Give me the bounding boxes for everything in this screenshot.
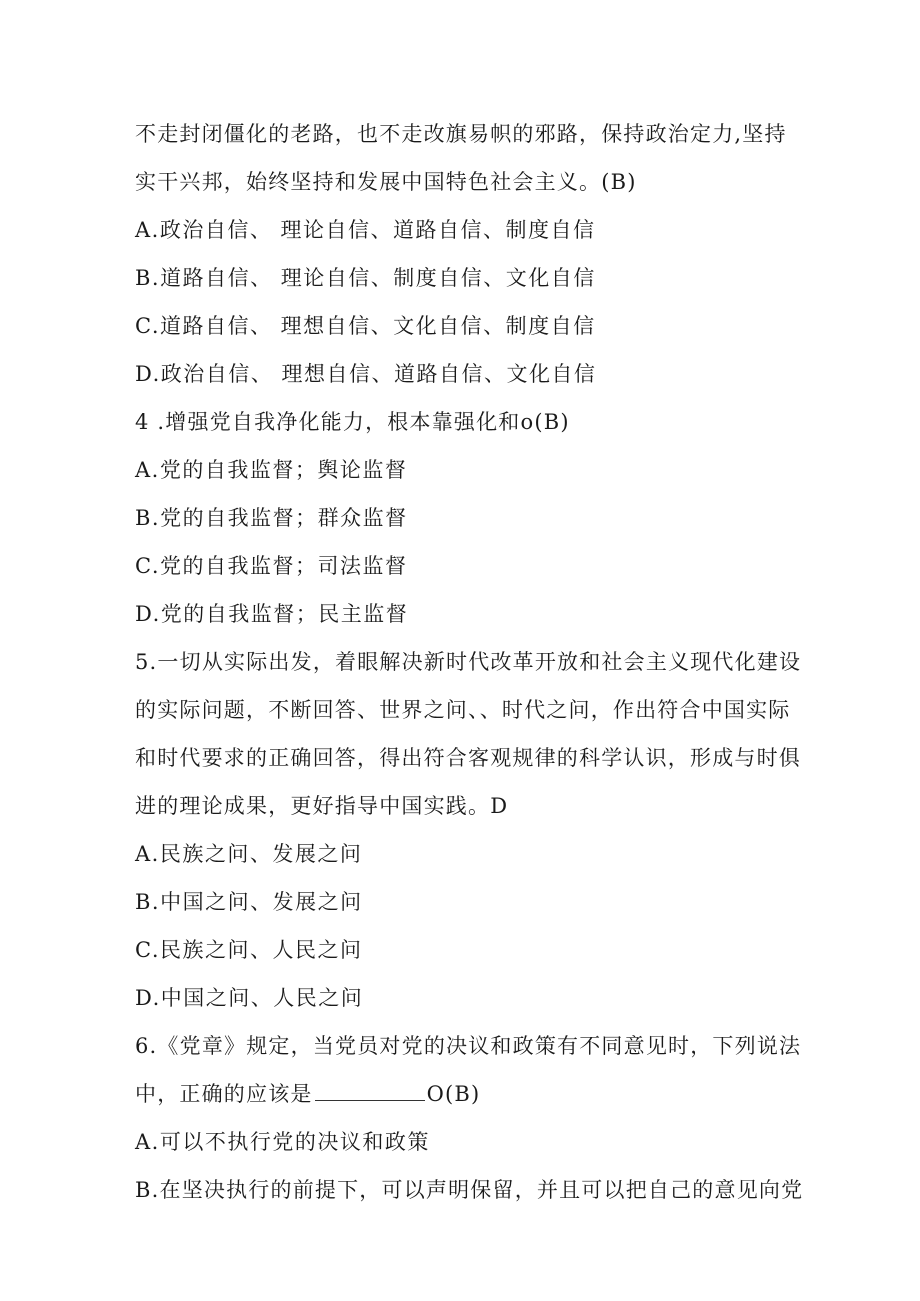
- q5-text-line-3: 和时代要求的正确回答，得出符合客观规律的科学认识，形成与时俱: [135, 746, 801, 770]
- q5-option-c: C.民族之问、人民之问: [135, 938, 363, 962]
- q6-text-line-2: [135, 1070, 795, 1118]
- answer-blank: [315, 1082, 425, 1101]
- q3-option-d: D.政治自信、 理想自信、道路自信、文化自信: [135, 362, 597, 386]
- q5-option-d: D.中国之问、人民之问: [135, 986, 364, 1010]
- q4-question: 4 .增强党自我净化能力，根本靠强化和o(B): [135, 410, 570, 434]
- q3-option-a: A.政治自信、 理论自信、道路自信、制度自信: [135, 218, 596, 242]
- q6-option-a: A.可以不执行党的决议和政策: [135, 1130, 430, 1154]
- q3-text-line-2: 实干兴邦，始终坚持和发展中国特色社会主义。(B): [135, 170, 637, 194]
- q5-text-line-4: 进的理论成果，更好指导中国实践。D: [135, 794, 509, 818]
- q6-line2-suffix: O(B): [426, 1082, 481, 1106]
- q3-option-c: C.道路自信、 理想自信、文化自信、制度自信: [135, 314, 596, 338]
- q6-text-line-1: 6.《党章》规定，当党员对党的决议和政策有不同意见时，下列说法: [135, 1034, 802, 1058]
- q3-option-b: B.道路自信、 理论自信、制度自信、文化自信: [135, 266, 596, 290]
- q3-text-line-1: 不走封闭僵化的老路，也不走改旗易帜的邪路，保持政治定力,坚持: [135, 122, 787, 146]
- q5-option-b: B.中国之问、发展之问: [135, 890, 363, 914]
- q6-line2-prefix: 中，正确的应该是: [135, 1082, 313, 1106]
- document-body: [135, 110, 804, 1214]
- q4-option-d: D.党的自我监督；民主监督: [135, 602, 409, 626]
- q5-text-line-1: 5.一切从实际出发，着眼解决新时代改革开放和社会主义现代化建设: [135, 650, 802, 674]
- q4-option-a: A.党的自我监督；舆论监督: [135, 458, 408, 482]
- q4-option-b: B.党的自我监督；群众监督: [135, 506, 408, 530]
- q4-option-c: C.党的自我监督；司法监督: [135, 554, 408, 578]
- q5-option-a: A.民族之问、发展之问: [135, 842, 363, 866]
- q5-text-line-2: 的实际问题，不断回答、世界之问、、时代之问，作出符合中国实际: [135, 698, 791, 722]
- q6-option-b: B.在坚决执行的前提下，可以声明保留，并且可以把自己的意见向党: [135, 1178, 804, 1202]
